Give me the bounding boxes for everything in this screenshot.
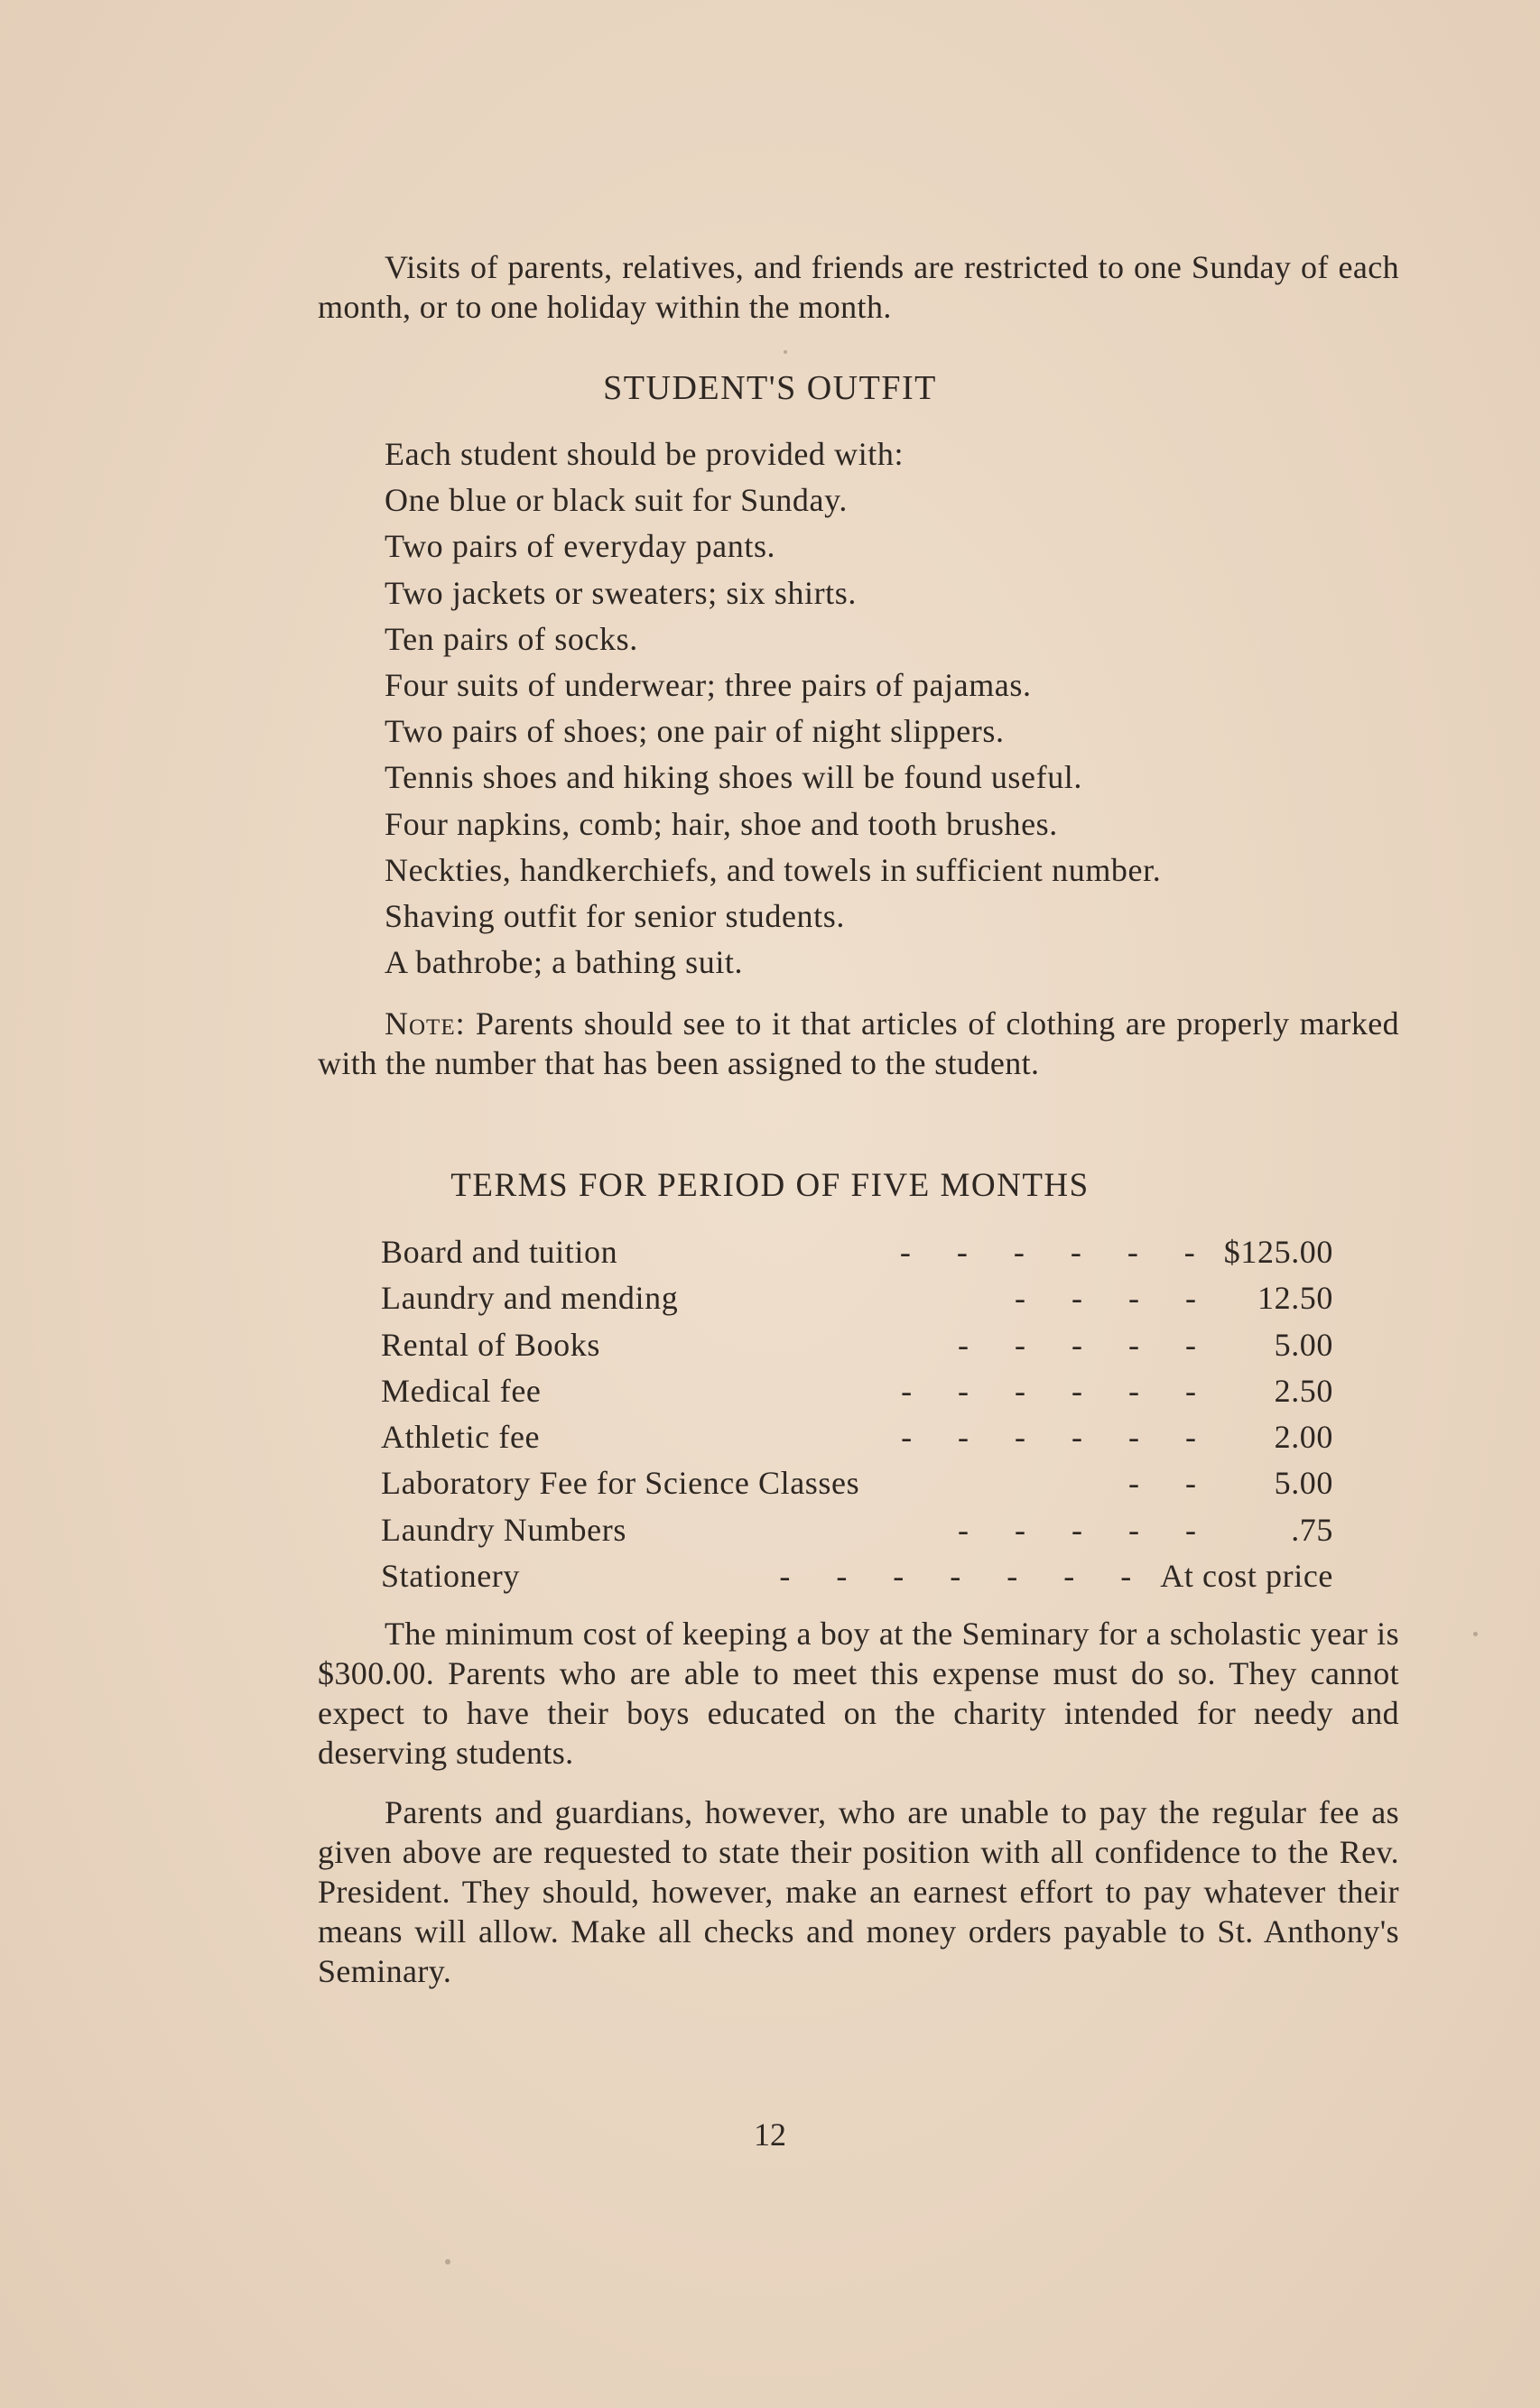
minimum-cost-paragraph: The minimum cost of keeping a boy at the Seminary for a scholastic year is $300.00. Parents who are able to meet this expense must do so. They cannot expect to have their boys educated on the charity intended for needy and deserving students.: [318, 1616, 1399, 1771]
terms-item: Athletic fee: [381, 1419, 541, 1456]
paper-speck: [445, 2259, 450, 2264]
terms-row: [381, 1368, 1333, 1414]
outfit-item: A bathrobe; a bathing suit.: [385, 944, 744, 981]
terms-item: Stationery: [381, 1558, 520, 1595]
terms-row: [381, 1553, 1333, 1599]
terms-amount: .75: [1291, 1511, 1333, 1548]
outfit-heading: STUDENT'S OUTFIT: [603, 369, 937, 407]
paper-speck: [1473, 1632, 1478, 1636]
outfit-item: Four napkins, comb; hair, shoe and tooth brushes.: [385, 805, 1058, 842]
leader-dashes: - - - - - -: [901, 1419, 1196, 1456]
terms-row: [381, 1460, 1333, 1506]
outfit-list: [385, 431, 1161, 986]
terms-item: Medical fee: [381, 1372, 542, 1409]
terms-heading: TERMS FOR PERIOD OF FIVE MONTHS: [450, 1167, 1090, 1204]
leader-dashes: - -: [1128, 1465, 1196, 1502]
outfit-item: Each student should be provided with:: [385, 436, 905, 472]
paper-speck: [784, 350, 787, 354]
outfit-item: Two pairs of shoes; one pair of night slippers.: [385, 713, 1005, 750]
terms-row: [381, 1322, 1333, 1368]
guardians-paragraph: Parents and guardians, however, who are unable to pay the regular fee as given above are requested to state their position with all confidence to the Rev. President. They should, however, make an earnest effort to pay whatever their means will allow. Make all checks and money orders payable to St. Anthony's Seminary.: [318, 1794, 1399, 1989]
leader-dashes: - - - -: [1015, 1280, 1196, 1317]
leader-dashes: - - - - -: [958, 1326, 1196, 1363]
terms-item: Board and tuition: [381, 1234, 618, 1270]
note-paragraph: [318, 1004, 1399, 1083]
outfit-item: Tennis shoes and hiking shoes will be found useful.: [385, 759, 1082, 796]
outfit-item: Shaving outfit for senior students.: [385, 897, 845, 934]
terms-amount: 2.50: [1274, 1372, 1333, 1409]
terms-amount: 5.00: [1274, 1326, 1333, 1363]
terms-item: Laboratory Fee for Science Classes: [381, 1465, 860, 1502]
leader-dashes: - - - - - - -: [779, 1558, 1132, 1595]
terms-amount: 12.50: [1257, 1280, 1333, 1317]
terms-row: [381, 1507, 1333, 1553]
terms-table: [381, 1229, 1333, 1599]
terms-item: Rental of Books: [381, 1326, 600, 1363]
leader-dashes: - - - - - -: [901, 1372, 1196, 1409]
outfit-item: Two pairs of everyday pants.: [385, 528, 776, 565]
terms-amount: At cost price: [1160, 1558, 1333, 1595]
note-label: Note:: [385, 1005, 466, 1042]
terms-row: [381, 1275, 1333, 1321]
visits-paragraph: Visits of parents, relatives, and friends are restricted to one Sunday of each month, or to one holiday within the month.: [318, 249, 1399, 325]
outfit-item: Neckties, handkerchiefs, and towels in sufficient number.: [385, 851, 1162, 888]
page-number: 12: [754, 2116, 786, 2153]
terms-amount: 2.00: [1274, 1419, 1333, 1456]
terms-item: Laundry and mending: [381, 1280, 679, 1317]
outfit-item: Two jackets or sweaters; six shirts.: [385, 574, 857, 611]
outfit-item: Ten pairs of socks.: [385, 620, 638, 657]
terms-item: Laundry Numbers: [381, 1511, 626, 1548]
terms-row: [381, 1229, 1333, 1275]
terms-amount: $125.00: [1223, 1234, 1333, 1270]
note-text: Parents should see to it that articles of clothing are properly marked with the number that has been assigned to the student.: [318, 1005, 1399, 1081]
terms-amount: 5.00: [1274, 1465, 1333, 1502]
outfit-item: Four suits of underwear; three pairs of pajamas.: [385, 666, 1032, 703]
leader-dashes: - - - - - -: [899, 1234, 1195, 1270]
leader-dashes: - - - - -: [958, 1511, 1196, 1548]
terms-row: [381, 1414, 1333, 1460]
outfit-item: One blue or black suit for Sunday.: [385, 482, 848, 519]
